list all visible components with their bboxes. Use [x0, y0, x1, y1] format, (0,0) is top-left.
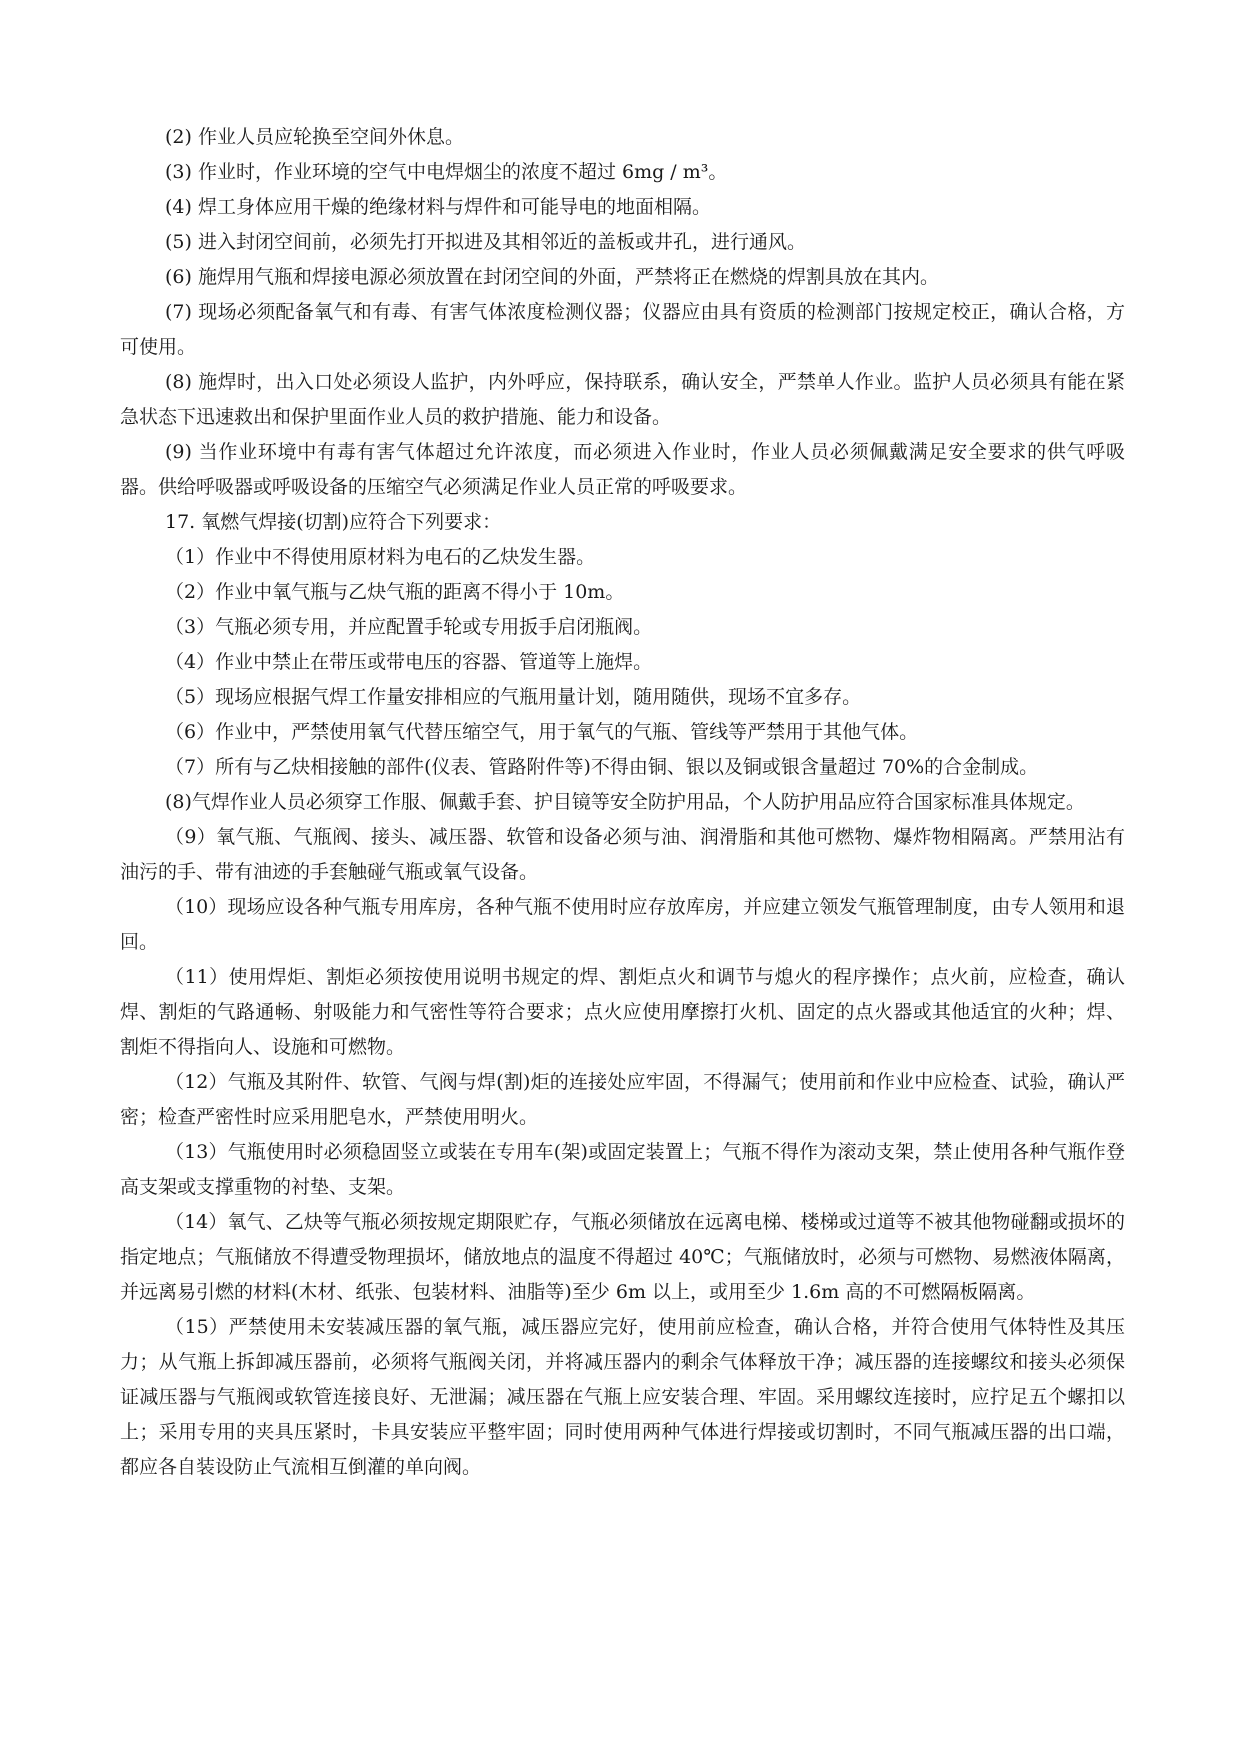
paragraph: （14）氧气、乙炔等气瓶必须按规定期限贮存，气瓶必须储放在远离电梯、楼梯或过道等不被其他物碰翻或损坏的指定地点；气瓶储放不得遭受物理损坏，储放地点的温度不得超过 40℃；气瓶储放时，必须与可燃物、易燃液体隔离，并远离易引燃的材料(木材、纸张、包装材料、油脂等)至少 6m 以上，或用至少 1.6m 高的不可燃隔板隔离。	[120, 1211, 1125, 1303]
paragraph: （3）气瓶必须专用，并应配置手轮或专用扳手启闭瓶阀。	[165, 616, 653, 638]
paragraph: （12）气瓶及其附件、软管、气阀与焊(割)炬的连接处应牢固，不得漏气；使用前和作业中应检查、试验，确认严密；检查严密性时应采用肥皂水，严禁使用明火。	[120, 1071, 1125, 1128]
document-page	[120, 120, 1125, 1485]
paragraph: (6) 施焊用气瓶和焊接电源必须放置在封闭空间的外面，严禁将正在燃烧的焊割具放在其内。	[165, 266, 939, 288]
paragraph: （9）氧气瓶、气瓶阀、接头、减压器、软管和设备必须与油、润滑脂和其他可燃物、爆炸物相隔离。严禁用沾有油污的手、带有油迹的手套触碰气瓶或氧气设备。	[120, 826, 1125, 883]
paragraph: (7) 现场必须配备氧气和有毒、有害气体浓度检测仪器；仪器应由具有资质的检测部门按规定校正，确认合格，方可使用。	[120, 301, 1125, 358]
paragraph: （1）作业中不得使用原材料为电石的乙炔发生器。	[165, 546, 596, 568]
paragraph: (2) 作业人员应轮换至空间外休息。	[165, 126, 464, 148]
paragraph: (4) 焊工身体应用干燥的绝缘材料与焊件和可能导电的地面相隔。	[165, 196, 711, 218]
paragraph: （5）现场应根据气焊工作量安排相应的气瓶用量计划，随用随供，现场不宜多存。	[165, 686, 862, 708]
paragraph: (5) 进入封闭空间前，必须先打开拟进及其相邻近的盖板或井孔，进行通风。	[165, 231, 806, 253]
paragraph: (9) 当作业环境中有毒有害气体超过允许浓度，而必须进入作业时，作业人员必须佩戴满足安全要求的供气呼吸器。供给呼吸器或呼吸设备的压缩空气必须满足作业人员正常的呼吸要求。	[120, 441, 1125, 498]
paragraph: (3) 作业时，作业环境的空气中电焊烟尘的浓度不超过 6mg / m³。	[165, 161, 728, 183]
paragraph: （11）使用焊炬、割炬必须按使用说明书规定的焊、割炬点火和调节与熄火的程序操作；点火前，应检查，确认焊、割炬的气路通畅、射吸能力和气密性等符合要求；点火应使用摩擦打火机、固定的点火器或其他适宜的火种；焊、割炬不得指向人、设施和可燃物。	[120, 966, 1125, 1058]
paragraph: （13）气瓶使用时必须稳固竖立或装在专用车(架)或固定装置上；气瓶不得作为滚动支架，禁止使用各种气瓶作登高支架或支撑重物的衬垫、支架。	[120, 1141, 1125, 1198]
section-heading: 17. 氧燃气焊接(切割)应符合下列要求：	[165, 511, 502, 533]
paragraph: (8) 施焊时，出入口处必须设人监护，内外呼应，保持联系，确认安全，严禁单人作业。监护人员必须具有能在紧急状态下迅速救出和保护里面作业人员的救护措施、能力和设备。	[120, 371, 1125, 428]
paragraph: (8)气焊作业人员必须穿工作服、佩戴手套、护目镜等安全防护用品，个人防护用品应符合国家标准具体规定。	[165, 791, 1085, 813]
paragraph: （4）作业中禁止在带压或带电压的容器、管道等上施焊。	[165, 651, 653, 673]
paragraph: （2）作业中氧气瓶与乙炔气瓶的距离不得小于 10m。	[165, 581, 625, 603]
paragraph: （6）作业中，严禁使用氧气代替压缩空气，用于氧气的气瓶、管线等严禁用于其他气体。	[165, 721, 919, 743]
paragraph: （10）现场应设各种气瓶专用库房，各种气瓶不使用时应存放库房，并应建立领发气瓶管理制度，由专人领用和退回。	[120, 896, 1125, 953]
paragraph: （7）所有与乙炔相接触的部件(仪表、管路附件等)不得由铜、银以及铜或银含量超过 70%的合金制成。	[165, 756, 1039, 778]
paragraph: （15）严禁使用未安装减压器的氧气瓶，减压器应完好，使用前应检查，确认合格，并符合使用气体特性及其压力；从气瓶上拆卸减压器前，必须将气瓶阀关闭，并将减压器内的剩余气体释放干净；减压器的连接螺纹和接头必须保证减压器与气瓶阀或软管连接良好、无泄漏；减压器在气瓶上应安装合理、牢固。采用螺纹连接时，应拧足五个螺扣以上；采用专用的夹具压紧时，卡具安装应平整牢固；同时使用两种气体进行焊接或切割时，不同气瓶减压器的出口端，都应各自装设防止气流相互倒灌的单向阀。	[120, 1316, 1125, 1478]
